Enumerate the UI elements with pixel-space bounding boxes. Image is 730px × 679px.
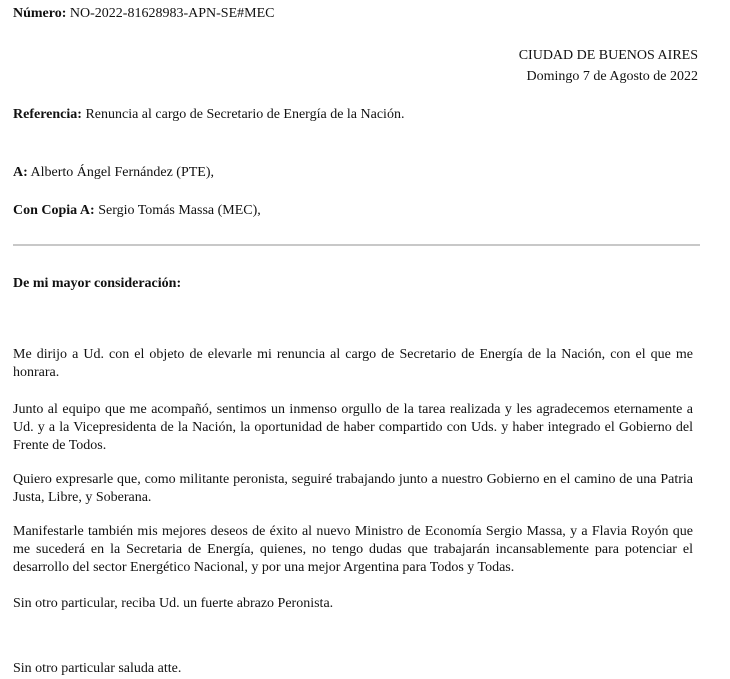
reference-value: Renuncia al cargo de Secretario de Energía de la Nación.	[85, 107, 405, 122]
date: Domingo 7 de Agosto de 2022	[526, 69, 698, 84]
city: CIUDAD DE BUENOS AIRES	[518, 48, 698, 63]
salutation-text: De mi mayor consideración:	[13, 276, 182, 291]
carbon-copy	[13, 202, 261, 220]
document-number	[13, 5, 274, 23]
reference	[13, 106, 404, 124]
carbon-copy-label: Con Copia A:	[13, 203, 95, 218]
reference-label: Referencia:	[13, 107, 82, 122]
divider	[13, 244, 700, 246]
recipient-label: A:	[13, 165, 28, 180]
paragraph-2: Junto al equipo que me acompañó, sentimos un inmenso orgullo de la tarea realizada y les agradecemos eternamente a Ud. y a la Vicepresidenta de la Nación, la oportunidad de haber compartido con Uds. y haber integrado el Gobierno del Frente de Todos.	[13, 402, 693, 453]
paragraph-3: Quiero expresarle que, como militante peronista, seguiré trabajando junto a nuestro Gobierno en el camino de una Patria Justa, Libre, y Soberana.	[13, 472, 693, 505]
paragraph-5: Sin otro particular, reciba Ud. un fuerte abrazo Peronista.	[13, 596, 334, 611]
paragraph-1: Me dirijo a Ud. con el objeto de elevarle mi renuncia al cargo de Secretario de Energía de la Nación, con el que me honrara.	[13, 347, 693, 380]
closing: Sin otro particular saluda atte.	[13, 661, 182, 676]
document-number-value: NO-2022-81628983-APN-SE#MEC	[69, 6, 275, 21]
recipient-value: Alberto Ángel Fernández (PTE),	[30, 165, 215, 180]
recipient	[13, 164, 214, 182]
salutation	[13, 275, 181, 293]
carbon-copy-value: Sergio Tomás Massa (MEC),	[98, 203, 261, 218]
document-number-label: Número:	[13, 6, 67, 21]
paragraph-4: Manifestarle también mis mejores deseos de éxito al nuevo Ministro de Economía Sergio Massa, y a Flavia Royón que me sucederá en la Secretaria de Energía, quienes, no tengo dudas que trabajarán incansablemente para potenciar el desarrollo del sector Energético Nacional, y por una mejor Argentina para Todos y Todas.	[13, 524, 693, 575]
